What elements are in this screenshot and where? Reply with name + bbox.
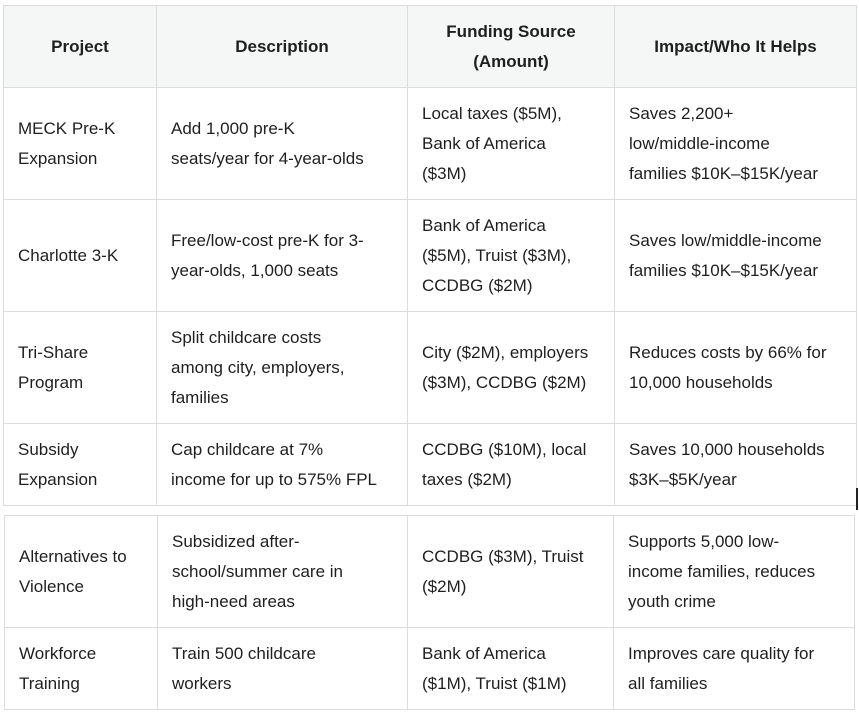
table-row (4, 88, 857, 200)
cell-description: Free/low-cost pre-K for 3- year-olds, 1,000 seats (157, 200, 408, 312)
table-row (5, 628, 855, 710)
cell-description: Add 1,000 pre-K seats/year for 4-year-olds (157, 88, 408, 200)
header-impact: Impact/Who It Helps (615, 6, 857, 88)
funding-table-bottom (4, 515, 855, 710)
cell-impact: Saves low/middle-income families $10K–$15K/year (615, 200, 857, 312)
table-row (4, 424, 857, 506)
table-row (4, 200, 857, 312)
header-funding-line-1: Funding Source (446, 21, 576, 41)
cell-impact: Supports 5,000 low- income families, reduces youth crime (614, 516, 855, 628)
header-project: Project (4, 6, 157, 88)
funding-table-top (3, 5, 857, 506)
cell-impact: Saves 10,000 households $3K–$5K/year (615, 424, 857, 506)
table-row (5, 516, 855, 628)
cell-project: Alternatives to Violence (5, 516, 158, 628)
scroll-edge-marker (856, 488, 858, 510)
header-funding-line-2: (Amount) (473, 51, 549, 71)
cell-description: Split childcare costs among city, employers, families (157, 312, 408, 424)
cell-funding: CCDBG ($3M), Truist ($2M) (408, 516, 614, 628)
cell-funding: CCDBG ($10M), local taxes ($2M) (408, 424, 615, 506)
cell-project: Tri-Share Program (4, 312, 157, 424)
cell-funding: Bank of America ($1M), Truist ($1M) (408, 628, 614, 710)
header-funding-source (408, 6, 615, 88)
cell-project: Subsidy Expansion (4, 424, 157, 506)
cell-funding: City ($2M), employers ($3M), CCDBG ($2M) (408, 312, 615, 424)
cell-impact: Reduces costs by 66% for 10,000 households (615, 312, 857, 424)
cell-impact: Improves care quality for all families (614, 628, 855, 710)
cell-project: Workforce Training (5, 628, 158, 710)
cell-project: MECK Pre-K Expansion (4, 88, 157, 200)
cell-funding: Bank of America ($5M), Truist ($3M), CCDBG ($2M) (408, 200, 615, 312)
cell-description: Cap childcare at 7% income for up to 575% FPL (157, 424, 408, 506)
header-description: Description (157, 6, 408, 88)
cell-project: Charlotte 3-K (4, 200, 157, 312)
cell-funding: Local taxes ($5M), Bank of America ($3M) (408, 88, 615, 200)
cell-impact: Saves 2,200+ low/middle-income families $10K–$15K/year (615, 88, 857, 200)
table-header-row (4, 6, 857, 88)
table-row (4, 312, 857, 424)
cell-description: Train 500 childcare workers (158, 628, 408, 710)
cell-description: Subsidized after- school/summer care in high-need areas (158, 516, 408, 628)
